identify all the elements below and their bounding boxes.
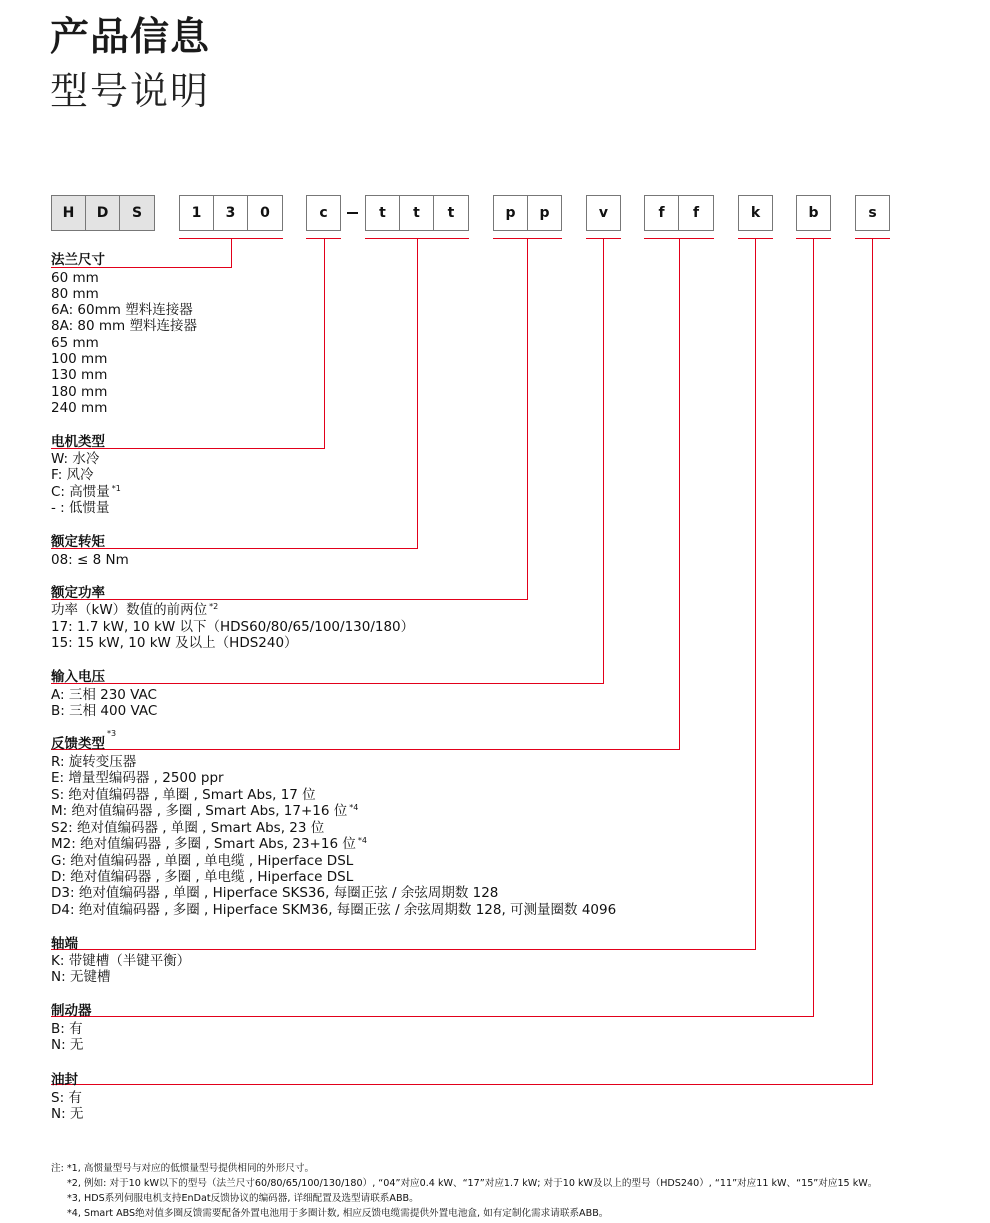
code-box: D [86, 195, 120, 231]
code-box: b [796, 195, 831, 231]
item-text: M2: 绝对值编码器 , 多圈 , Smart Abs, 23+16 位 [51, 836, 356, 852]
list-item: N: 无键槽 [51, 969, 111, 985]
footnote: *3, HDS系列伺服电机支持EnDat反馈协议的编码器, 详细配置及选型请联系ABB。 [67, 1193, 419, 1204]
section-heading-voltage: 输入电压 [51, 669, 105, 685]
list-item: B: 三相 400 VAC [51, 703, 158, 719]
list-item: E: 增量型编码器 , 2500 ppr [51, 770, 224, 786]
list-item: N: 无 [51, 1037, 84, 1053]
item-text: C: 高惯量 [51, 484, 110, 500]
list-item: 8A: 80 mm 塑料连接器 [51, 318, 197, 334]
footnote-ref: *1 [111, 484, 121, 493]
list-item: 180 mm [51, 384, 108, 400]
list-item [51, 602, 218, 618]
section-heading-flange: 法兰尺寸 [51, 252, 105, 268]
code-box: p [493, 195, 528, 231]
footnote-ref: *4 [357, 836, 367, 845]
list-item: 17: 1.7 kW, 10 kW 以下（HDS60/80/65/100/130/180） [51, 619, 415, 635]
list-item: 65 mm [51, 335, 99, 351]
list-item: 100 mm [51, 351, 108, 367]
list-item: - : 低惯量 [51, 500, 110, 516]
list-item: 08: ≤ 8 Nm [51, 552, 129, 568]
code-box: 1 [179, 195, 214, 231]
item-text: 功率（kW）数值的前两位 [51, 602, 208, 618]
footnote: 注: *1, 高惯量型号与对应的低惯量型号提供相同的外形尺寸。 [51, 1163, 315, 1174]
section-heading-shaft: 轴端 [51, 936, 78, 952]
code-box: p [528, 195, 562, 231]
section-heading-feedback [51, 729, 117, 752]
code-box: 0 [248, 195, 283, 231]
code-box: t [434, 195, 469, 231]
list-item: B: 有 [51, 1021, 83, 1037]
code-box: v [586, 195, 621, 231]
list-item: D: 绝对值编码器 , 多圈 , 单电缆 , Hiperface DSL [51, 869, 354, 885]
list-item: 6A: 60mm 塑料连接器 [51, 302, 193, 318]
section-heading-oil-seal: 油封 [51, 1072, 78, 1088]
code-box: 3 [214, 195, 248, 231]
code-box: s [855, 195, 890, 231]
footnote-ref: *3 [107, 729, 117, 738]
list-item: 240 mm [51, 400, 108, 416]
list-item: D3: 绝对值编码器 , 单圈 , Hiperface SKS36, 每圈正弦 / 余弦周期数 128 [51, 885, 499, 901]
list-item: K: 带键槽（半键平衡） [51, 953, 191, 969]
footnote-ref: *4 [349, 803, 359, 812]
section-heading-power: 额定功率 [51, 585, 105, 601]
list-item [51, 836, 367, 852]
list-item: 60 mm [51, 270, 99, 286]
page-title: 产品信息 [50, 15, 211, 60]
list-item: N: 无 [51, 1106, 84, 1122]
footnote: *4, Smart ABS绝对值多圈反馈需要配备外置电池用于多圈计数, 相应反馈电缆需提供外置电池盒, 如有定制化需求请联系ABB。 [67, 1208, 609, 1219]
code-box: f [679, 195, 714, 231]
list-item [51, 803, 358, 819]
code-box: H [51, 195, 86, 231]
code-box: t [400, 195, 434, 231]
heading-text: 反馈类型 [51, 736, 105, 752]
code-box: c [306, 195, 341, 231]
code-box: k [738, 195, 773, 231]
footnote: *2, 例如: 对于10 kW以下的型号（法兰尺寸60/80/65/100/130/180）, “04”对应0.4 kW、“17”对应1.7 kW; 对于10 kW及以上的型号（HDS240）, “11”对应11 kW、“15”对应15 kW。 [67, 1178, 878, 1189]
list-item: F: 风冷 [51, 467, 94, 483]
section-heading-brake: 制动器 [51, 1003, 92, 1019]
item-text: M: 绝对值编码器 , 多圈 , Smart Abs, 17+16 位 [51, 803, 348, 819]
section-heading-motor-type: 电机类型 [51, 434, 105, 450]
list-item: S: 有 [51, 1090, 82, 1106]
list-item: D4: 绝对值编码器 , 多圈 , Hiperface SKM36, 每圈正弦 / 余弦周期数 128, 可测量圈数 4096 [51, 902, 617, 918]
list-item: W: 水冷 [51, 451, 100, 467]
page-subtitle: 型号说明 [50, 69, 211, 113]
list-item: R: 旋转变压器 [51, 754, 137, 770]
code-box: S [120, 195, 155, 231]
list-item: 80 mm [51, 286, 99, 302]
footnote-ref: *2 [209, 602, 219, 611]
list-item: S: 绝对值编码器 , 单圈 , Smart Abs, 17 位 [51, 787, 316, 803]
list-item: 130 mm [51, 367, 108, 383]
list-item: A: 三相 230 VAC [51, 687, 157, 703]
list-item [51, 484, 121, 500]
code-dash [347, 212, 358, 214]
list-item: G: 绝对值编码器 , 单圈 , 单电缆 , Hiperface DSL [51, 853, 354, 869]
code-box: f [644, 195, 679, 231]
list-item: 15: 15 kW, 10 kW 及以上（HDS240） [51, 635, 298, 651]
code-box: t [365, 195, 400, 231]
section-heading-torque: 额定转矩 [51, 534, 105, 550]
list-item: S2: 绝对值编码器 , 单圈 , Smart Abs, 23 位 [51, 820, 325, 836]
